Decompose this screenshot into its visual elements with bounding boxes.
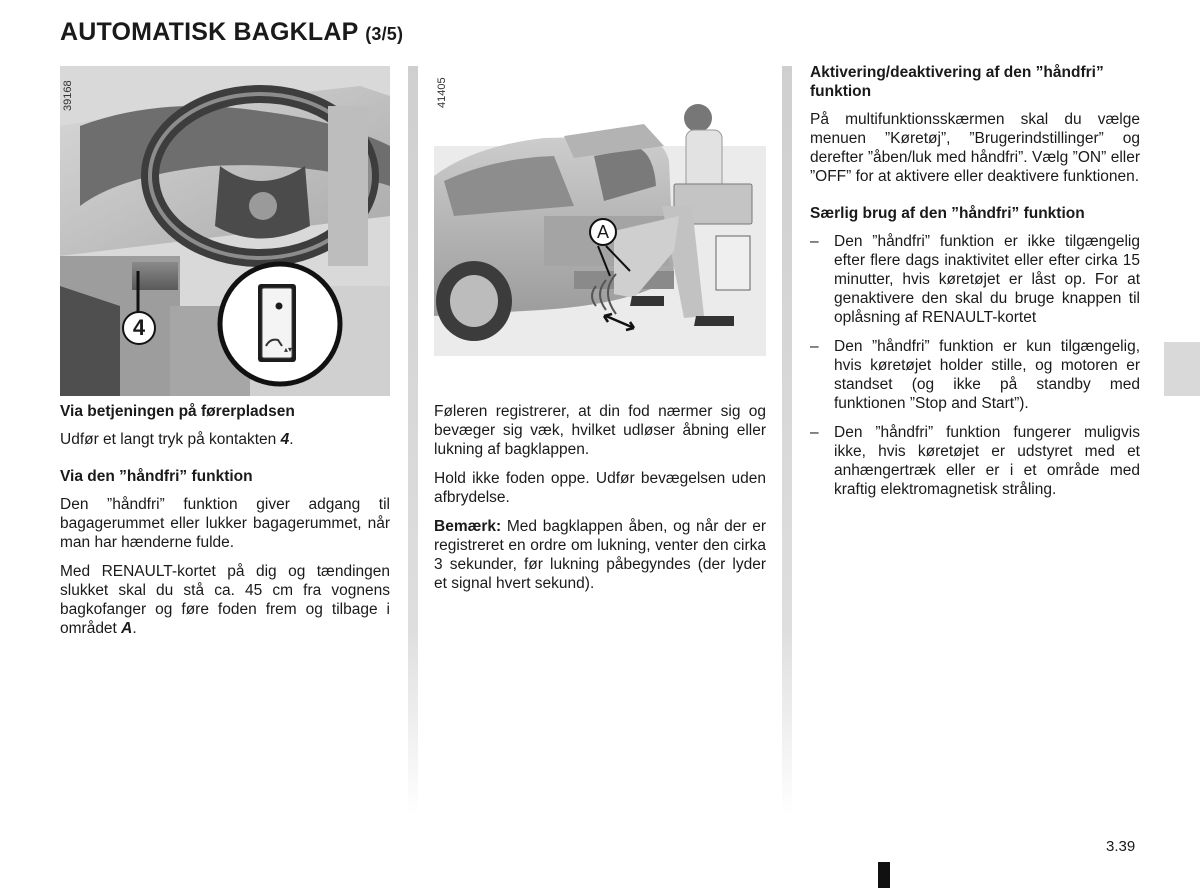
figure-ref-39168: 39168 [62, 80, 74, 111]
text-period: . [289, 431, 294, 448]
list-item-text: Den ”håndfri” funktion er ikke tilgængelig efter flere dags inaktivitet eller efter cirka 15 minutter, hvis køretøjet er låst op. For at genaktivere den skal du bruge knappen til oplåsning af RENAULT-kortet [834, 233, 1140, 326]
note-text: Med bagklappen åben, og når der er registreret en ordre om lukning, venter den cirka 3 sekunder, før lukning påbegyndes (der lyder et signal hvert sekund). [434, 518, 766, 592]
special-use-list [810, 232, 1140, 499]
column-1 [60, 402, 390, 648]
text-period: . [132, 620, 137, 637]
paragraph-sensor: Føleren registrerer, at din fod nærmer sig og bevæger sig væk, hvilket udløser åbning eller lukning af bagklappen. [434, 403, 766, 458]
heading-activation: Aktivering/deaktivering af den ”håndfri” funktion [810, 64, 1104, 100]
paragraph-hold-foot: Hold ikke foden oppe. Udfør bevægelsen uden afbrydelse. [434, 470, 766, 506]
paragraph-handsfree-intro: Den ”håndfri” funktion giver adgang til bagagerummet eller lukker bagagerummet, når man har hænderne fulde. [60, 496, 390, 551]
figure-dashboard [60, 66, 390, 396]
figure-handsfree [434, 66, 766, 366]
ref-A: A [121, 620, 133, 637]
paragraph-long-press [60, 430, 390, 449]
paragraph-activation: På multifunktionsskærmen skal du vælge menuen ”Køretøj”, ”Brugerindstillinger” og derefter ”åben/luk med håndfri”. Vælg ”ON” eller ”OFF” for at aktivere eller deaktivere funktionen. [810, 111, 1140, 185]
paragraph-note [434, 517, 766, 593]
figure-ref-41405: 41405 [436, 77, 448, 108]
handsfree-illustration [434, 66, 766, 366]
heading-special-use: Særlig brug af den ”håndfri” funktion [810, 205, 1085, 222]
list-item [810, 337, 1140, 413]
heading-driver-control: Via betjeningen på førerpladsen [60, 403, 295, 420]
column-2 [434, 402, 766, 603]
page-title-main: AUTOMATISK BAGKLAP [60, 18, 359, 46]
page-title [60, 14, 403, 52]
dashboard-illustration [60, 66, 390, 396]
column-divider-2 [782, 66, 792, 816]
bullet-dash: – [810, 424, 819, 441]
list-item [810, 232, 1140, 327]
svg-text:▴▾: ▴▾ [284, 345, 293, 354]
note-label: Bemærk: [434, 518, 502, 535]
page-number: 3.39 [1106, 838, 1136, 855]
callout-4: 4 [122, 311, 156, 345]
ref-4: 4 [280, 431, 290, 448]
list-item [810, 423, 1140, 499]
list-item-text: Den ”håndfri” funktion fungerer muligvis ikke, hvis køretøjet er udstyret med et anhængertræk eller er i et område med kraftig elektromagnetisk stråling. [834, 424, 1140, 498]
column-divider-1 [408, 66, 418, 816]
text-renault-card: Med RENAULT-kortet på dig og tændingen slukket skal du stå ca. 45 cm fra vognens bagkofanger og føre foden frem og tilbage i området [60, 563, 390, 637]
callout-A: A [589, 218, 617, 246]
list-item-text: Den ”håndfri” funktion er kun tilgængelig, hvis køretøjet holder stille, og motoren er standset (og ikke på standby med funktionen ”Stop and Start”). [834, 338, 1140, 412]
text-long-press: Udfør et langt tryk på kontakten [60, 431, 281, 448]
paragraph-renault-card [60, 562, 390, 638]
column-3 [810, 63, 1140, 509]
heading-handsfree: Via den ”håndfri” funktion [60, 468, 253, 485]
page-title-part: (3/5) [365, 24, 404, 44]
bullet-dash: – [810, 338, 819, 355]
chapter-tab [1164, 342, 1200, 396]
bullet-dash: – [810, 233, 819, 250]
crop-mark [878, 862, 890, 888]
